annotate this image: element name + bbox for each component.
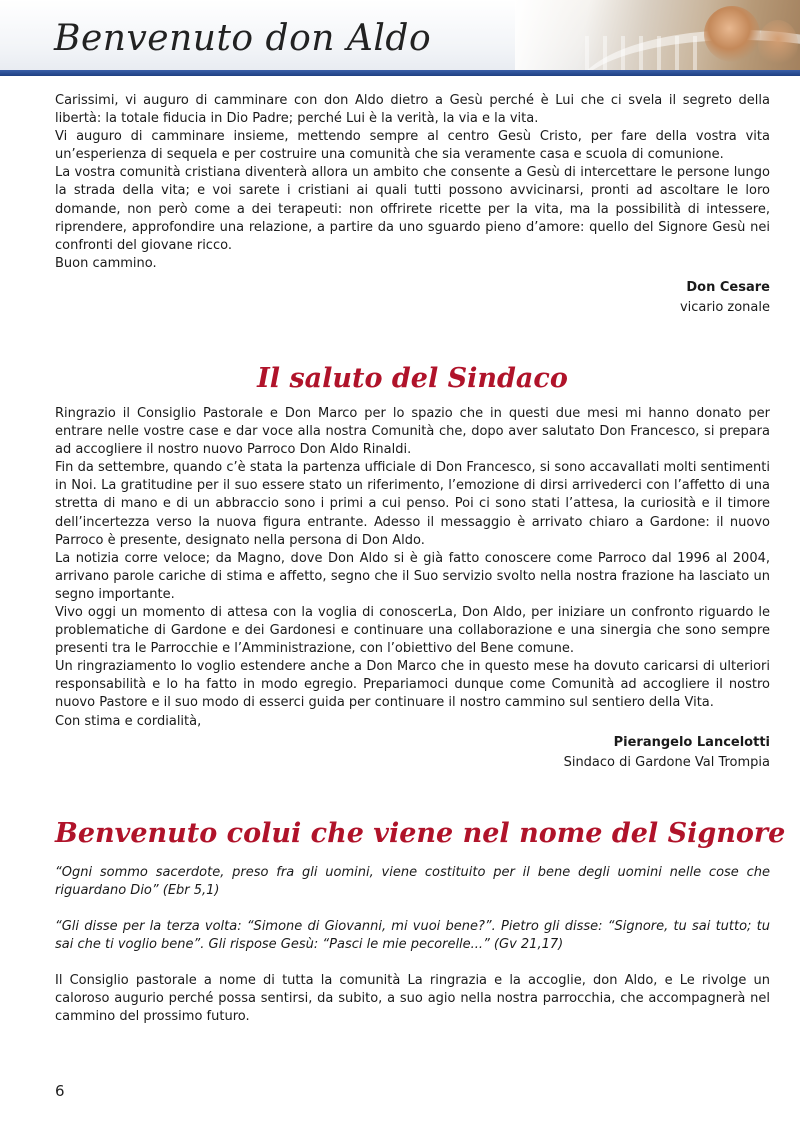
mayor-paragraph: Ringrazio il Consiglio Pastorale e Don Marco per lo spazio che in questi due mesi mi hanno donato per entrare nelle vostre case e dar voce alla nostra Comunità che, dopo aver salutato Don Francesco, si prepara ad accogliere il nostro nuovo Parroco Don Aldo Rinaldi.	[55, 405, 770, 458]
page-number: 6	[55, 1082, 65, 1100]
letter-paragraph: Carissimi, vi auguro di camminare con don Aldo dietro a Gesù perché è Lui che ci svela il segreto della libertà: la totale fiducia in Dio Padre; perché Lui è la verità, la via e la vita.	[55, 93, 770, 127]
section-title-mayor: Il saluto del Sindaco	[257, 362, 568, 394]
page-header	[0, 0, 800, 76]
letter-signature	[55, 278, 770, 319]
scripture-quote: “Ogni sommo sacerdote, preso fra gli uomini, viene costituito per il bene degli uomini nelle cose che riguardano Dio” (Ebr 5,1)	[55, 864, 770, 898]
letter-paragraph: Vi auguro di camminare insieme, mettendo sempre al centro Gesù Cristo, per fare della vostra vita un’esperienza di sequela e per costruire una comunità che sia veramente casa e scuola di comunione.	[55, 129, 770, 163]
header-accent-bar	[0, 70, 800, 76]
header-fresco-image	[515, 0, 800, 70]
mayor-paragraph: Con stima e cordialità,	[55, 713, 202, 729]
mayor-signature	[55, 733, 770, 774]
signature-role: Sindaco di Gardone Val Trompia	[563, 755, 770, 771]
mayor-paragraph: La notizia corre veloce; da Magno, dove Don Aldo si è già fatto conoscere come Parroco dal 1996 al 2004, arrivano parole cariche di stima e affetto, segno che il Suo servizio svolto nella nostra frazione ha lasciato un segno importante.	[55, 550, 770, 602]
mayor-paragraph: Un ringraziamento lo voglio estendere anche a Don Marco che in questo mese ha dovuto caricarsi di ulteriori responsabilità e lo ha fatto in modo egregio. Prepariamoci dunque come Comunità ad accogliere il nostro nuovo Pastore e il suo modo di esserci guida per continuare il nostro cammino sul sentiero della Vita.	[55, 659, 770, 711]
signature-name: Pierangelo Lancelotti	[613, 734, 770, 750]
mayor-section	[55, 363, 770, 774]
mayor-paragraph: Vivo oggi un momento di attesa con la voglia di conoscerLa, Don Aldo, per iniziare un confronto riguardo le problematiche di Gardone e dei Gardonesi e continuare una collaborazione e una sinergia che sono sempre presenti tra le Parrocchie e l’Amministrazione, con l’obiettivo del Bene comune.	[55, 604, 770, 657]
article-body	[55, 92, 786, 1026]
section-title-council: Benvenuto colui che viene nel nome del Signore	[55, 817, 786, 849]
letter-paragraph: Buon cammino.	[55, 255, 157, 271]
signature-name: Don Cesare	[686, 279, 770, 295]
scripture-quote: “Gli disse per la terza volta: “Simone di Giovanni, mi vuoi bene?”. Pietro gli disse: “Signore, tu sai tutto; tu sai che ti voglio bene”. Gli rispose Gesù: “Pasci le mie pecorelle...” (Gv 21,17)	[55, 918, 770, 952]
signature-role: vicario zonale	[679, 300, 770, 316]
mayor-paragraph: Fin da settembre, quando c’è stata la partenza ufficiale di Don Francesco, si sono accavallati molti sentimenti in Noi. La gratitudine per il suo essere stato un riferimento, l’emozione di dirsi arrivederci con l’affetto di una stretta di mano e di un abbraccio sono i primi a cui penso. Poi ci sono stati l’attesa, la curiosità e il timore dell’incertezza verso la nuova figura entrante. Adesso il messaggio è arrivato chiaro a Gardone: il nuovo Parroco è presente, designato nella persona di Don Aldo.	[55, 460, 770, 548]
letter-section	[55, 92, 770, 319]
council-paragraph: Il Consiglio pastorale a nome di tutta la comunità La ringrazia e la accoglie, don Aldo, e Le rivolge un caloroso augurio perché possa sentirsi, da subito, a suo agio nella nostra parrocchia, che accompagnerà nel cammino del prossimo futuro.	[55, 973, 770, 1025]
council-section	[55, 817, 786, 1027]
page-title: Benvenuto don Aldo	[54, 18, 432, 59]
letter-paragraph: La vostra comunità cristiana diventerà allora un ambito che consente a Gesù di intercettare le persone lungo la strada della vita; e voi sarete i cristiani ai quali tutti possono avvicinarsi, pronti ad ascoltare le loro domande, non però come a dei terapeuti: non offrirete ricette per la vita, ma la possibilità di intessere, riprendere, approfondire una relazione, a partire da uno sguardo pieno d’amore: quello del Signore Gesù nei confronti del giovane ricco.	[55, 165, 770, 253]
